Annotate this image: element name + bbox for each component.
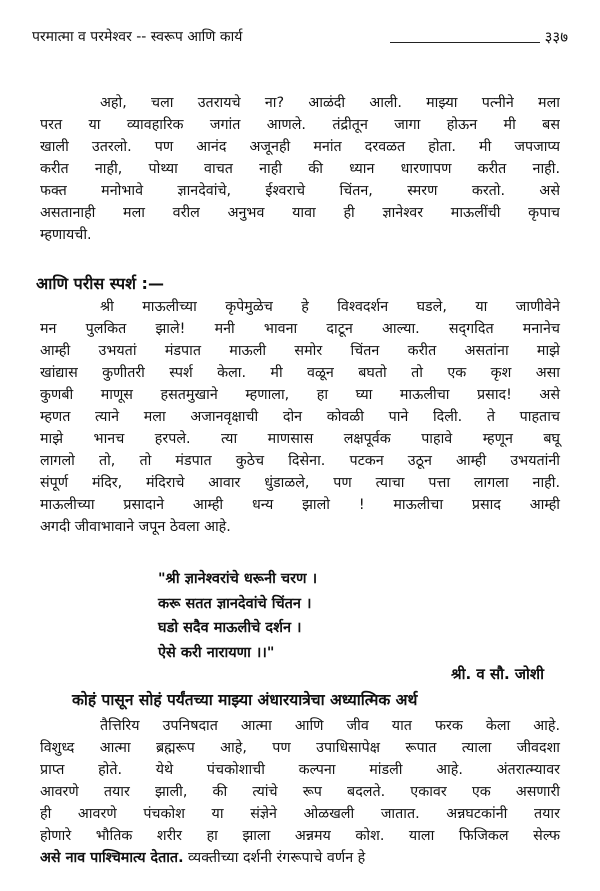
paragraph-line: विशुध्द आत्मा ब्रह्मरूप आहे, पण उपाधिसापेक्ष रूपात त्याला जीवदशा (40, 740, 560, 756)
paragraph-line: माऊलीच्या प्रसादाने आम्ही धन्य झालो ! माऊलीचा प्रसाद आम्ही (40, 497, 560, 513)
verse-line: "श्री ज्ञानेश्वरांचे धरूनी चरण । (158, 571, 318, 587)
paragraph-line: ही आवरणे पंचकोश या संज्ञेने ओळखली जातात. अन्नघटकांनी तयार (40, 806, 560, 822)
paragraph-line: म्हणत त्याने मला अजानवृक्षाची दोन कोवळी पाने दिली. ते पाहताच (40, 409, 560, 425)
paragraph-line: होणारे भौतिक शरीर हा झाला अन्नमय कोश. याला फिजिकल सेल्फ (40, 828, 560, 844)
paragraph-line: असतानाही मला वरील अनुभव यावा ही ज्ञानेश्वर माऊलींची कृपाच (40, 205, 560, 221)
verse-block (158, 567, 317, 665)
paragraph-line: म्हणायची. (40, 227, 92, 243)
paragraph-line: अगदी जीवाभावाने जपून ठेवला आहे. (40, 519, 231, 535)
paragraph-line: फक्त मनोभावे ज्ञानदेवांचे, ईश्वराचे चिंतन, स्मरण करतो. असे (40, 183, 560, 199)
verse-line: ऐसे करी नारायणा ।।" (158, 644, 275, 661)
paragraph-line: कुणबी माणूस हसतमुखाने म्हणाला, हा घ्या माऊलीचा प्रसाद! असे (40, 387, 560, 403)
paragraph-line: करीत नाही, पोथ्या वाचत नाही की ध्यान धारणापण करीत नाही. (40, 161, 560, 177)
bold-run: असे नाव पाश्चिमात्य देतात. (40, 850, 184, 866)
paragraph-line: खांद्यास कुणीतरी स्पर्श केला. मी वळून बघतो तो एक कृश असा (40, 365, 560, 381)
paragraph-line: आम्ही उभयतां मंडपात माऊली समोर चिंतन करीत असतांना माझे (40, 343, 560, 359)
signature: श्री. व सौ. जोशी (450, 665, 544, 683)
paragraph-line: परत या व्यावहारिक जगांत आणले. तंद्रीतून जागा होऊन मी बस (40, 117, 560, 133)
paragraph-line (40, 847, 560, 869)
paragraph-2 (40, 296, 560, 538)
section-heading-2: कोहं पासून सोहं पर्यंतच्या माझ्या अंधारयात्रेचा अध्यात्मिक अर्थ (72, 691, 418, 709)
line-rest: व्यक्तीच्या दर्शनी रंगरूपाचे वर्णन हे (183, 850, 366, 866)
running-header (32, 28, 568, 50)
paragraph-line: अहो, चला उतरायचे ना? आळंदी आली. माझ्या पत्नीने मला (100, 95, 560, 111)
verse-line: घडो सदैव माऊलीचे दर्शन । (158, 620, 302, 636)
paragraph-line: खाली उतरलो. पण आनंद अजूनही मनांत दरवळत होता. मी जपजाप्य (40, 139, 560, 155)
paragraph-1 (40, 92, 560, 246)
paragraph-line: तैत्तिरिय उपनिषदात आत्मा आणि जीव यात फरक केला आहे. (100, 718, 560, 734)
verse-line: करू सतत ज्ञानदेवांचे चिंतन । (158, 595, 312, 612)
paragraph-3 (40, 715, 560, 869)
running-title: परमात्मा व परमेश्वर -- स्वरूप आणि कार्य (32, 29, 243, 45)
paragraph-line: माझे भानच हरपले. त्या माणसास लक्षपूर्वक पाहावे म्हणून बघू (40, 431, 560, 447)
header-rule (390, 42, 540, 43)
paragraph-line: लागलो तो, तो मंडपात कुठेच दिसेना. पटकन उठून आम्ही उभयतांनी (40, 453, 560, 469)
paragraph-line: मन पुलकित झाले! मनी भावना दाटून आल्या. सद्‌गदित मनानेच (40, 321, 560, 337)
paragraph-line: आवरणे तयार झाली, की त्यांचे रूप बदलते. एकावर एक असणारी (40, 784, 560, 800)
paragraph-line: श्री माऊलीच्या कृपेमुळेच हे विश्वदर्शन घडले, या जाणीवेने (100, 299, 560, 315)
paragraph-line: प्राप्त होते. येथे पंचकोशाची कल्पना मांडली आहे. अंतरात्म्यावर (40, 762, 560, 778)
section-heading: आणि परीस स्पर्श :— (36, 274, 164, 293)
page-number: ३३७ (544, 28, 568, 46)
paragraph-line: संपूर्ण मंदिर, मंदिराचे आवार धुंडाळले, पण त्याचा पत्ता लागला नाही. (40, 475, 560, 491)
